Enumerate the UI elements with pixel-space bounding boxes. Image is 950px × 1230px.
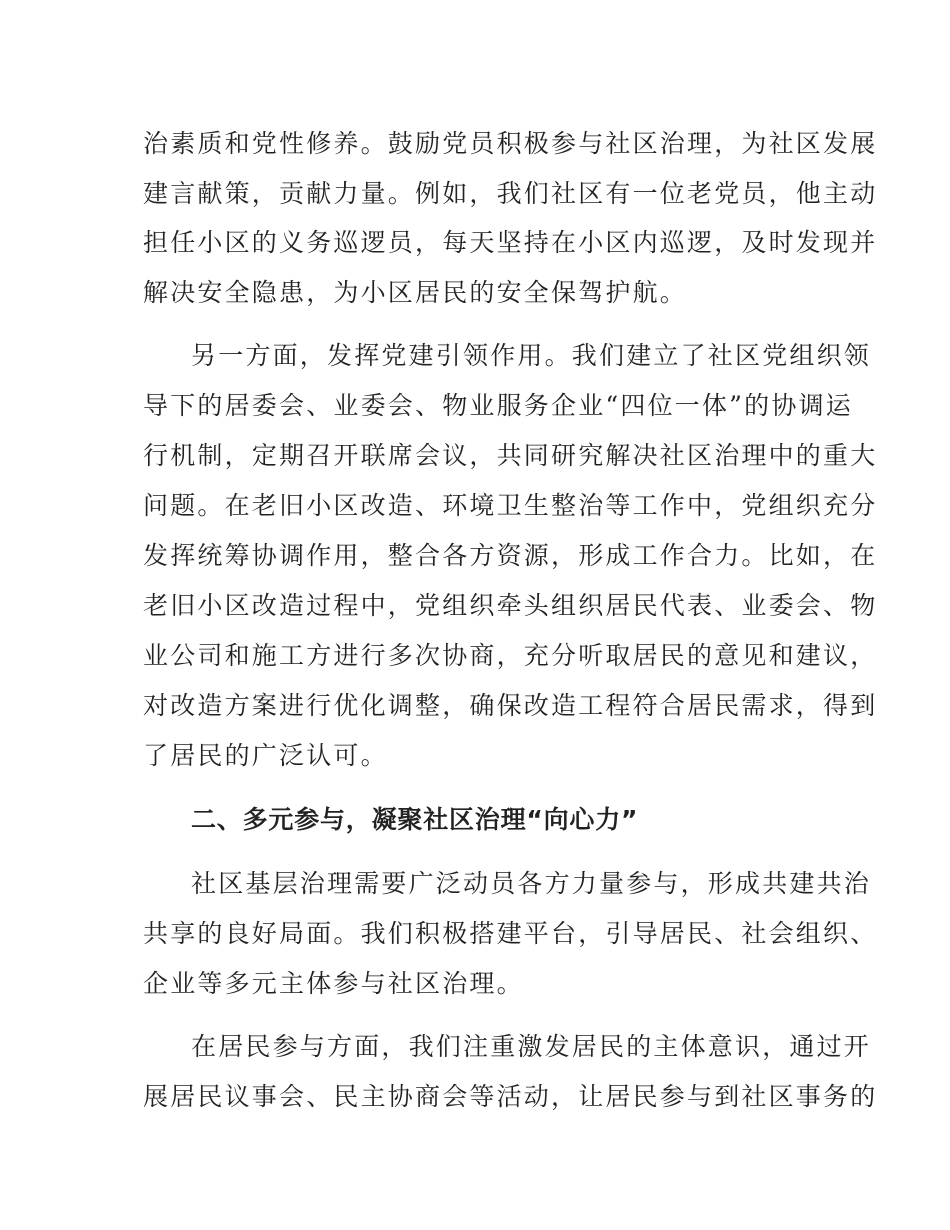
paragraph-2-line-4: 问题。在老旧小区改造、环境卫生整治等工作中，党组织充分 [143, 491, 878, 520]
paragraph-2-line-8: 对改造方案进行优化调整，确保改造工程符合居民需求，得到 [143, 691, 878, 720]
paragraph-3-line-1: 社区基层治理需要广泛动员各方力量参与，形成共建共治 [191, 869, 872, 898]
paragraph-2-line-5: 发挥统筹协调作用，整合各方资源，形成工作合力。比如，在 [143, 541, 878, 570]
section-heading: 二、多元参与，凝聚社区治理“向心力” [191, 805, 639, 834]
paragraph-1-line-2: 建言献策，贡献力量。例如，我们社区有一位老党员，他主动 [143, 179, 878, 208]
paragraph-2-line-6: 老旧小区改造过程中，党组织牵头组织居民代表、业委会、物 [143, 591, 878, 620]
paragraph-2-line-7: 业公司和施工方进行多次协商，充分听取居民的意见和建议， [143, 641, 878, 670]
paragraph-1-line-1: 治素质和党性修养。鼓励党员积极参与社区治理，为社区发展 [143, 129, 878, 158]
paragraph-2-line-9: 了居民的广泛认可。 [143, 741, 388, 770]
paragraph-1-line-3: 担任小区的义务巡逻员，每天坚持在小区内巡逻，及时发现并 [143, 228, 878, 257]
paragraph-2-line-1: 另一方面，发挥党建引领作用。我们建立了社区党组织领 [191, 341, 872, 370]
paragraph-4-line-2: 展居民议事会、民主协商会等活动，让居民参与到社区事务的 [143, 1082, 878, 1111]
paragraph-2-line-3: 行机制，定期召开联席会议，共同研究解决社区治理中的重大 [143, 441, 878, 470]
paragraph-3-line-3: 企业等多元主体参与社区治理。 [143, 969, 524, 998]
paragraph-3-line-2: 共享的良好局面。我们积极搭建平台，引导居民、社会组织、 [143, 919, 878, 948]
paragraph-2-line-2: 导下的居委会、业委会、物业服务企业“四位一体”的协调运 [143, 391, 853, 420]
paragraph-4-line-1: 在居民参与方面，我们注重激发居民的主体意识，通过开 [191, 1032, 872, 1061]
paragraph-1-line-4: 解决安全隐患，为小区居民的安全保驾护航。 [143, 278, 688, 307]
